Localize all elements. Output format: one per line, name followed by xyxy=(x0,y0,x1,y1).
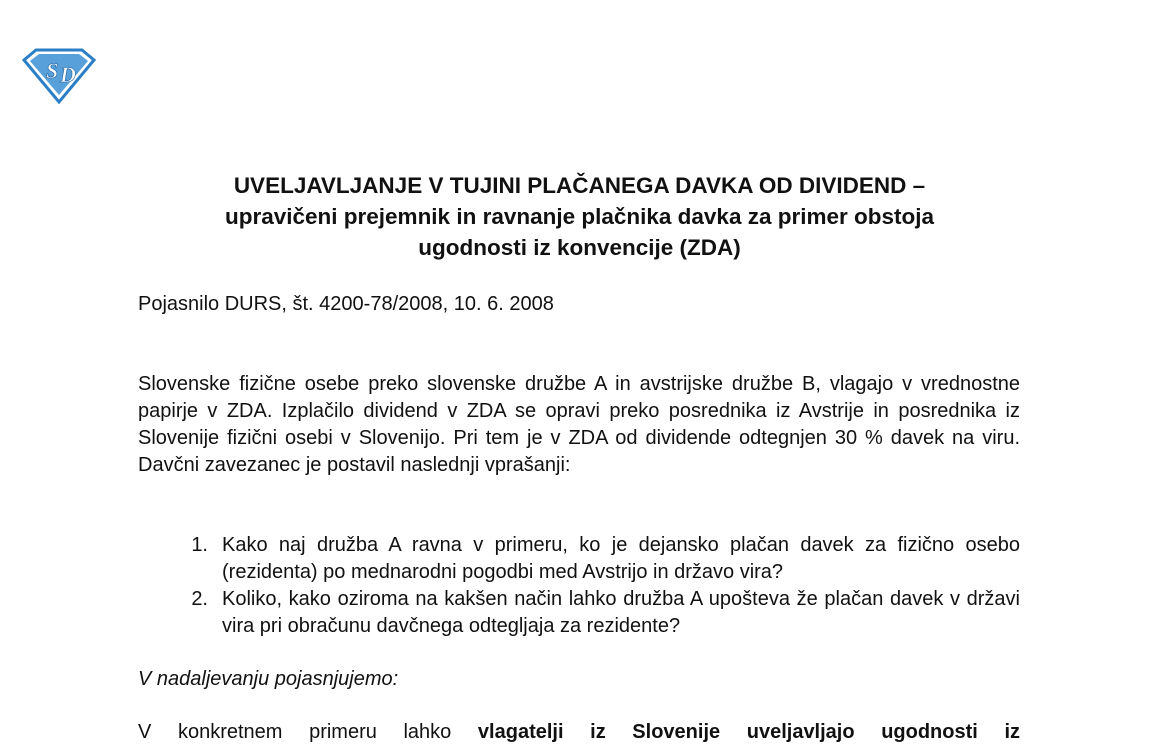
answer-first-line xyxy=(138,719,1020,746)
list-item-text: Koliko, kako oziroma na kakšen način lahko družba A upošteva že plačan davek v državi vira pri obračunu davčnega odtegljaja za rezidente? xyxy=(222,588,1020,637)
list-item-text: Kako naj družba A ravna v primeru, ko je dejansko plačan davek za fizično osebo (rezidenta) po mednarodni pogodbi med Avstrijo in državo vira? xyxy=(222,534,1020,583)
list-item xyxy=(138,586,1020,640)
list-item-number: 1. xyxy=(191,534,208,556)
svg-text:D: D xyxy=(60,62,76,87)
title-line-2: upravičeni prejemnik in ravnanje plačnika davka za primer obstoja xyxy=(224,204,935,229)
question-list xyxy=(138,532,1020,640)
answer-text-bold: vlagatelji iz Slovenije uveljavljajo ugodnosti iz xyxy=(477,721,1021,743)
title-line-3: ugodnosti iz konvencije (ZDA) xyxy=(418,235,741,260)
body-paragraph: Slovenske fizične osebe preko slovenske družbe A in avstrijske družbe B, vlagajo v vrednostne papirje v ZDA. Izplačilo dividend v ZDA se opravi preko posrednika iz Avstrije in posrednika iz Slovenije fizični osebi v Slovenijo. Pri tem je v ZDA od dividende odtegnjen 30 % davek na viru. Davčni zavezanec je postavil naslednji vprašanji: xyxy=(138,373,1020,476)
list-item xyxy=(138,532,1020,586)
document-title xyxy=(137,170,1022,263)
document-reference: Pojasnilo DURS, št. 4200-78/2008, 10. 6. 2008 xyxy=(138,293,554,315)
answer-text-plain: V konkretnem primeru lahko xyxy=(138,721,478,743)
svg-text:S: S xyxy=(46,58,59,83)
title-line-1: UVELJAVLJANJE V TUJINI PLAČANEGA DAVKA OD DIVIDEND – xyxy=(233,173,926,198)
company-logo xyxy=(22,48,96,104)
list-item-number: 2. xyxy=(191,588,208,610)
answer-intro: V nadaljevanju pojasnjujemo: xyxy=(138,668,399,690)
